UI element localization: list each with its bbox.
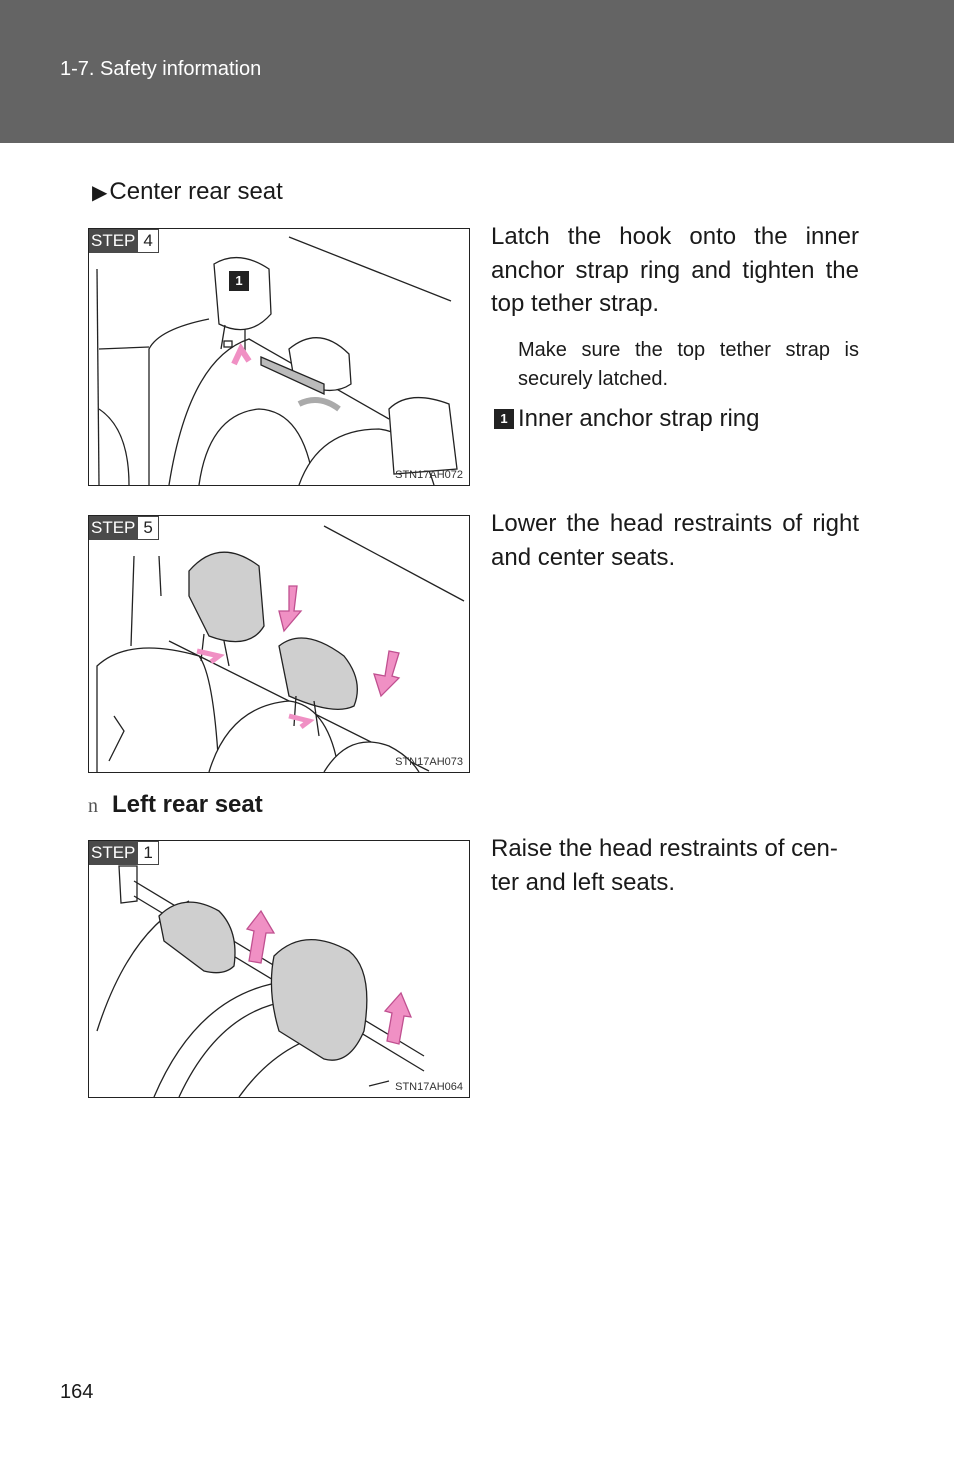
figure-code: STN17AH072 xyxy=(395,469,463,481)
head-restraint-lower-illustration xyxy=(89,516,469,772)
seat-tether-illustration xyxy=(89,229,469,485)
step-4-note: Make sure the top tether strap is securely latched. xyxy=(518,339,859,390)
header-title: 1-7. Safety information xyxy=(60,58,262,80)
legend-marker: 1 xyxy=(494,409,514,429)
section-heading-text: Center rear seat xyxy=(109,178,283,205)
legend-item xyxy=(494,405,759,433)
sub-heading xyxy=(88,791,263,819)
section-heading xyxy=(92,178,283,206)
legend-label: Inner anchor strap ring xyxy=(518,405,760,432)
figure-code: STN17AH064 xyxy=(395,1081,463,1093)
page-number: 164 xyxy=(60,1381,94,1403)
head-restraint-raise-illustration xyxy=(89,841,469,1097)
figure-step-5 xyxy=(88,515,470,773)
step-number: 1 xyxy=(138,841,158,865)
sub-heading-text: Left rear seat xyxy=(112,791,263,818)
step-1-instruction: Raise the head restraints of cen-ter and left seats. xyxy=(491,835,838,896)
figure-step-4 xyxy=(88,228,470,486)
bullet-icon: n xyxy=(88,795,98,817)
step-label: STEP xyxy=(89,516,138,540)
page-header xyxy=(0,0,954,143)
step-4-instruction: Latch the hook onto the inner anchor strap ring and tighten the top tether strap. xyxy=(491,223,859,317)
step-label: STEP xyxy=(89,229,138,253)
step-badge xyxy=(89,229,159,253)
step-badge xyxy=(89,516,159,540)
step-number: 5 xyxy=(138,516,158,540)
step-5-instruction: Lower the head restraints of right and center seats. xyxy=(491,510,859,571)
figure-code: STN17AH073 xyxy=(395,756,463,768)
step-badge xyxy=(89,841,159,865)
triangle-icon: ▶ xyxy=(92,182,108,204)
step-number: 4 xyxy=(138,229,158,253)
figure-step-1 xyxy=(88,840,470,1098)
step-label: STEP xyxy=(89,841,138,865)
callout-marker-1: 1 xyxy=(229,271,249,291)
